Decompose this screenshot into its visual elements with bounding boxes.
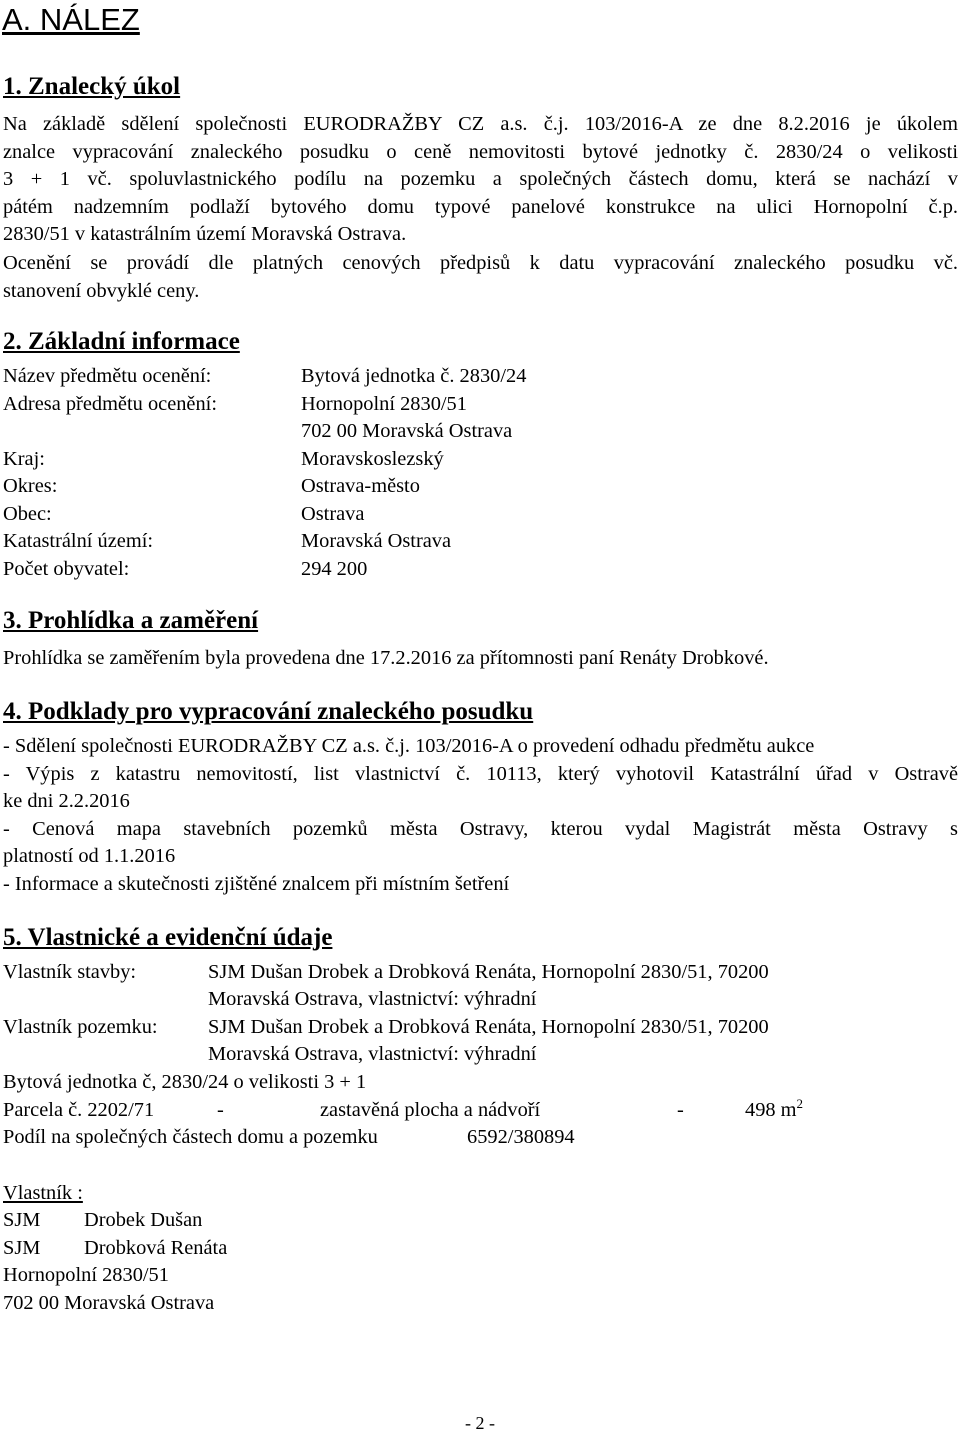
list-item: - Informace a skutečnosti zjištěné znalcem při místním šetření xyxy=(3,872,510,895)
parcel-dash: - xyxy=(677,1099,684,1121)
owners-heading: Vlastník : xyxy=(3,1182,83,1204)
share-label: Podíl na společných částech domu a pozemku xyxy=(3,1126,378,1148)
info-label: Adresa předmětu ocenění: xyxy=(3,393,218,415)
owner-address: 702 00 Moravská Ostrava xyxy=(3,1292,215,1314)
section-4-heading: 4. Podklady pro vypracování znaleckého posudku xyxy=(3,698,534,725)
parcel-dash: - xyxy=(217,1099,224,1121)
sources-list xyxy=(3,733,958,898)
owner-building-label: Vlastník stavby: xyxy=(3,961,137,983)
paragraph-line: 3 + 1 vč. spoluvlastnického podílu na pozemku a společných částech domu, která se nachází v xyxy=(3,168,958,190)
info-value: 702 00 Moravská Ostrava xyxy=(301,420,513,442)
info-label: Počet obyvatel: xyxy=(3,558,130,580)
info-value: Bytová jednotka č. 2830/24 xyxy=(301,365,527,387)
info-label: Obec: xyxy=(3,503,52,525)
section-3-heading: 3. Prohlídka a zaměření xyxy=(3,607,259,634)
info-label: Kraj: xyxy=(3,448,45,470)
list-item: platností od 1.1.2016 xyxy=(3,845,176,867)
section-a-heading: A. NÁLEZ xyxy=(2,2,140,37)
info-value: 294 200 xyxy=(301,558,368,580)
list-item: - Výpis z katastru nemovitostí, list vlastnictví č. 10113, který vyhotovil Katastrální úřad v Ostravě xyxy=(3,762,958,785)
list-item: - Cenová mapa stavebních pozemků města Ostravy, kterou vydal Magistrát města Ostravy s xyxy=(3,817,958,840)
paragraph-line: Na základě sdělení společnosti EURODRAŽBY CZ a.s. č.j. 103/2016-A ze dne 8.2.2016 je úkolem xyxy=(3,113,958,135)
info-value: Moravská Ostrava xyxy=(301,530,452,552)
list-item: - Sdělení společnosti EURODRAŽBY CZ a.s. č.j. 103/2016-A o provedení odhadu předmětu aukce xyxy=(3,735,815,757)
section-1-paragraph-1 xyxy=(3,111,958,249)
owner-building-value: SJM Dušan Drobek a Drobková Renáta, Hornopolní 2830/51, 70200 xyxy=(208,961,769,983)
info-value: Ostrava-město xyxy=(301,475,420,497)
owner-address: Hornopolní 2830/51 xyxy=(3,1264,169,1286)
info-label: Katastrální území: xyxy=(3,530,154,552)
info-label: Okres: xyxy=(3,475,58,497)
inspection-text: Prohlídka se zaměřením byla provedena dne 17.2.2016 za přítomnosti paní Renáty Drobkové. xyxy=(3,647,769,669)
parcel-area-value: 498 m xyxy=(745,1099,797,1121)
share-value: 6592/380894 xyxy=(467,1126,575,1148)
paragraph-line: pátém nadzemním podlaží bytového domu typové panelové konstrukce na ulici Hornopolní č.p. xyxy=(3,195,958,218)
paragraph-line: 2830/51 v katastrálním území Moravská Ostrava. xyxy=(3,223,407,245)
owner-name: Drobková Renáta xyxy=(84,1237,228,1259)
page-number: - 2 - xyxy=(465,1413,495,1433)
owner-type: SJM xyxy=(3,1209,41,1231)
info-label: Název předmětu ocenění: xyxy=(3,365,212,387)
owner-land-value: Moravská Ostrava, vlastnictví: výhradní xyxy=(208,1043,537,1065)
owner-land-value: SJM Dušan Drobek a Drobková Renáta, Hornopolní 2830/51, 70200 xyxy=(208,1016,769,1038)
paragraph-line: Ocenění se provádí dle platných cenových předpisů k datu vypracování znaleckého posudku vč. xyxy=(3,252,958,274)
unit-line: Bytová jednotka č, 2830/24 o velikosti 3 + 1 xyxy=(3,1071,367,1093)
owner-name: Drobek Dušan xyxy=(84,1209,203,1231)
section-5-heading: 5. Vlastnické a evidenční údaje xyxy=(3,924,333,951)
paragraph-line: stanovení obvyklé ceny. xyxy=(3,279,200,302)
paragraph-line: znalce vypracování znaleckého posudku o ceně nemovitosti bytové jednotky č. 2830/24 o velikosti xyxy=(3,140,958,163)
parcel-area-unit-exponent: 2 xyxy=(796,1096,804,1112)
info-value: Hornopolní 2830/51 xyxy=(301,393,467,415)
parcel-area xyxy=(745,1097,803,1123)
section-1-paragraph-2 xyxy=(3,250,958,305)
section-2-heading: 2. Základní informace xyxy=(3,328,240,355)
parcel-label: Parcela č. 2202/71 xyxy=(3,1099,155,1121)
list-item: ke dni 2.2.2016 xyxy=(3,790,130,812)
section-1-heading: 1. Znalecký úkol xyxy=(3,73,181,100)
owner-type: SJM xyxy=(3,1237,41,1259)
owner-land-label: Vlastník pozemku: xyxy=(3,1016,158,1038)
info-value: Ostrava xyxy=(301,503,365,525)
parcel-type: zastavěná plocha a nádvoří xyxy=(320,1099,541,1121)
owner-building-value: Moravská Ostrava, vlastnictví: výhradní xyxy=(208,988,537,1010)
info-value: Moravskoslezský xyxy=(301,448,444,470)
